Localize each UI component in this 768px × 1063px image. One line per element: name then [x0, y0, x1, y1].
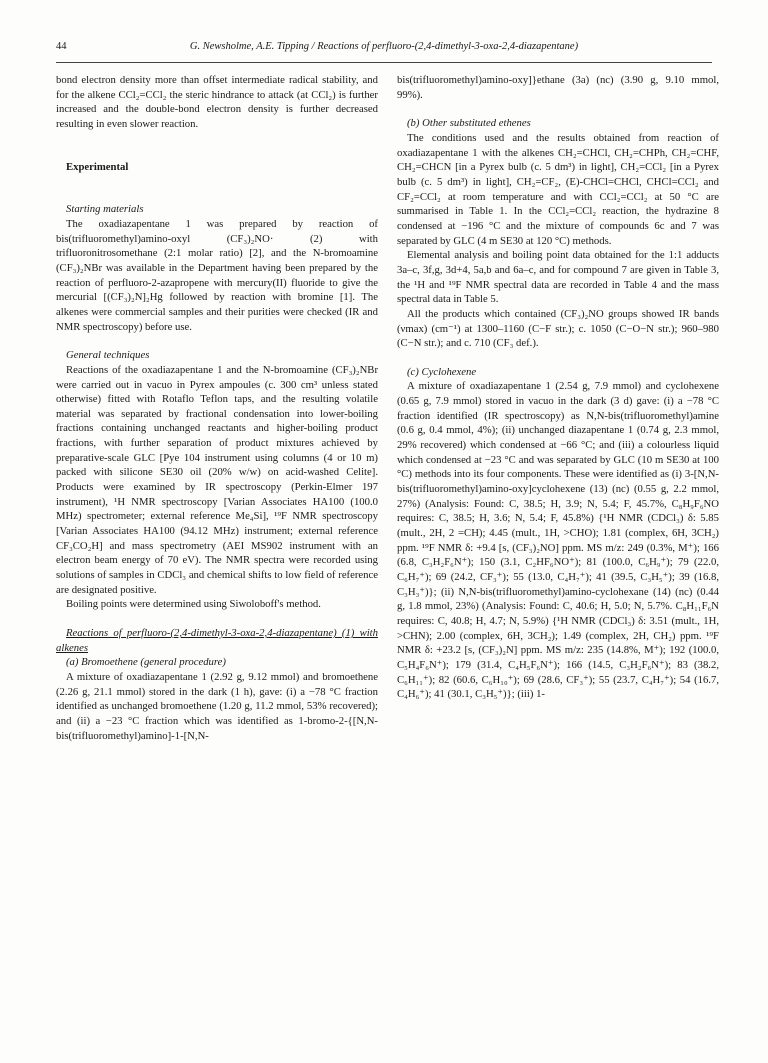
general-techniques-paragraph: Reactions of the oxadiazapentane 1 and the N-bromoamine (CF₃)₂NBr were carried out in vacuo in Pyrex ampoules (c. 300 cm³ unless stated otherwise) fitted with Rotaflo Teflon taps, and the resulting volatile material was separated by fractional condensation into lower-boiling fractions containing unchanged reactants and higher-boiling product fractions, with further separation of product mixtures achieved by preparative-scale GLC [Pye 104 instrument using columns (4 or 10 m) packed with silicone SE30 oil (20% w/w) on acid-washed Celite]. Products were examined by IR spectroscopy (Perkin-Elmer 197 instrument), ¹H NMR spectroscopy [Varian Associates HA100 (100.0 MHz) spectrometer; external reference Me₄Si], ¹⁹F NMR spectroscopy [Varian Associates HA100 (94.12 MHz) instrument; external reference CF₃CO₂H] and mass spectrometry (AEI MS902 instrument with an electron beam energy of 70 eV). The NMR spectra were recorded using solutions of samples in CDCl₃ and chemical shifts to low field of reference are designated positive. [56, 363, 378, 596]
other-ethenes-heading: (b) Other substituted ethenes [407, 117, 531, 130]
general-techniques-heading: General techniques [66, 349, 150, 362]
bromoethene-paragraph: A mixture of oxadiazapentane 1 (2.92 g, 9.12 mmol) and bromoethene (2.26 g, 21.1 mmol) stored in the dark (1 h), gave: (i) a −78 °C fraction identified as unchanged bromoethene (1.20 g, 11.2 mmol, 53% recovered); and (ii) a −23 °C fraction which was identified as 1-bromo-2-{[N,N-bis(trifluoromethyl)amino]-1-[N,N- [56, 670, 378, 742]
starting-materials-paragraph: The oxadiazapentane 1 was prepared by reaction of bis(trifluoromethyl)amino-oxyl (CF₃)₂NO· (2) with trifluoronitrosomethane (2:1 molar ratio) [2], and the N-bromoamine (CF₃)₂NBr was available in the Department having been prepared by the reaction of perfluoro-2-azapropene with mercury(II) fluoride to give the mercurial [(CF₃)₂N]₂Hg followed by reaction with bromine [1]. The alkenes were commercial samples and their purities were checked (IR and NMR spectroscopy) before use. [56, 217, 378, 333]
other-ethenes-paragraph-3: All the products which contained (CF₃)₂NO groups showed IR bands (νmax) (cm⁻¹) at 1300–1160 (C−F str.); c. 1050 (C−O−N str.); 960–980 (C−N str.); and c. 710 (CF₃ def.). [397, 307, 719, 350]
bromoethene-heading: (a) Bromoethene (general procedure) [66, 656, 226, 669]
left-column [56, 73, 378, 743]
starting-materials-heading: Starting materials [66, 203, 144, 216]
running-title: G. Newsholme, A.E. Tipping / Reactions of perfluoro-(2,4-dimethyl-3-oxa-2,4-diazapentane) [189, 41, 579, 52]
experimental-heading: Experimental [66, 160, 129, 173]
cyclohexene-heading: (c) Cyclohexene [407, 365, 477, 378]
continuation-paragraph: bis(trifluoromethyl)amino-oxy]}ethane (3a) (nc) (3.90 g, 9.10 mmol, 99%). [397, 74, 719, 101]
other-ethenes-paragraph-2: Elemental analysis and boiling point data obtained for the 1:1 adducts 3a–c, 3f,g, 3d+4, 5a,b and 6a–c, and for compound 7 are given in Table 3, the ¹H and ¹⁹F NMR spectral data are recorded in Table 4 and the mass spectral data in Table 5. [397, 249, 719, 306]
reactions-heading: Reactions of perfluoro-(2,4-dimethyl-3-oxa-2,4-diazapentane) (1) with alkenes [56, 627, 378, 654]
page-number: 44 [56, 41, 67, 52]
boiling-points-paragraph: Boiling points were determined using Siwoloboff's method. [66, 598, 321, 611]
cyclohexene-paragraph: A mixture of oxadiazapentane 1 (2.54 g, 7.9 mmol) and cyclohexene (0.65 g, 7.9 mmol) stored in vacuo in the dark (3 d) gave: (i) a −78 °C fraction identified (IR spectroscopy) as N,N-bis(trifluoromethyl)amine (0.6 g, 0.4 mmol, 4%); (ii) unchanged diazapentane 1 (0.74 g, 2.3 mmol, 29% recovered) which condensed at −66 °C; and (iii) a colourless liquid which condensed at −23 °C and was separated by GLC (10 m SE30 at 100 °C) methods into its four components. These were identified as (i) 3-[N,N-bis(trifluoromethyl)amino-oxy]cyclohexene (13) (nc) (0.55 g, 2.2 mmol, 27%) (Analysis: Found: C, 38.5; H, 3.9; N, 5.4; F, 45.7%, C₈H₉F₆NO requires: C, 38.5; H, 3.6; N, 5.4; F, 45.8%) {¹H NMR (CDCl₃) δ: 5.85 (mult., 2H, 2 =CH); 4.45 (mult., 1H, >CHO); 1.81 (complex, 6H, 3CH₂) ppm. ¹⁹F NMR δ: +9.4 [s, (CF₃)₂NO] ppm. MS m/z: 249 (0.3%, M⁺); 166 (6.8, C₃H₂F₆N⁺); 150 (3.1, C₂HF₆NO⁺); 81 (100.0, C₆H₉⁺); 79 (22.0, C₆H₇⁺); 69 (24.2, CF₃⁺); 55 (13.0, C₄H₇⁺); 41 (39.5, C₃H₅⁺); 39 (16.8, C₃H₃⁺)}; (ii) N,N-bis(trifluoromethyl)amino-cyclohexane (14) (nc) (0.44 g, 1.8 mmol, 23%) (Analysis: Found: C, 40.6; H, 5.0; N, 5.7%. C₈H₁₁F₆N requires: C, 40.8; H, 4.7; N, 5.9%) {¹H NMR (CDCl₃) δ: 3.51 (mult., 1H, >CHN); 2.00 (complex, 6H, 3CH₂); 1.49 (complex, 2H, CH₂) ppm. ¹⁹F NMR δ: +23.2 [s, (CF₃)₂N] ppm. MS m/z: 235 (14.8%, M⁺); 192 (100.0, C₅H₄F₆N⁺); 179 (31.4, C₄H₅F₆N⁺); 166 (14.5, C₃H₂F₆N⁺); 83 (38.2, C₆H₁₁⁺); 82 (60.6, C₆H₁₀⁺); 69 (28.6, CF₃⁺); 55 (23.7, C₄H₇⁺); 54 (16.7, C₄H₆⁺); 41 (30.1, C₃H₅⁺)}; (iii) 1- [397, 380, 719, 701]
intro-paragraph: bond electron density more than offset intermediate radical stability, and for the alkene CCl₂=CCl₂ the steric hindrance to attack (at CCl₂) is further increased and the double-bond electron density is further decreased resulting in even slower reaction. [56, 74, 378, 130]
right-column [397, 73, 719, 702]
other-ethenes-paragraph-1: The conditions used and the results obtained from reaction of oxadiazapentane 1 with the alkenes CH₂=CHCl, CH₂=CHPh, CH₂=CHF, CH₂=CHCN [in a Pyrex bulb (c. 5 dm³) in light], CH₂=CCl₂ [in a Pyrex bulb (c. 5 dm³) in light], CH₂=CF₂, (E)-CHCl=CHCl, CHCl=CCl₂ and CF₂=CCl₂ at room temperature and with CCl₂=CCl₂ at 50 °C are summarised in Table 1. In the CCl₂=CCl₂ reaction, the hydrazine 8 condensed at −196 °C and the mixture of compounds 6c and 7 was separated by GLC (4 m SE30 at 120 °C) methods. [397, 131, 719, 247]
running-header [56, 38, 712, 63]
